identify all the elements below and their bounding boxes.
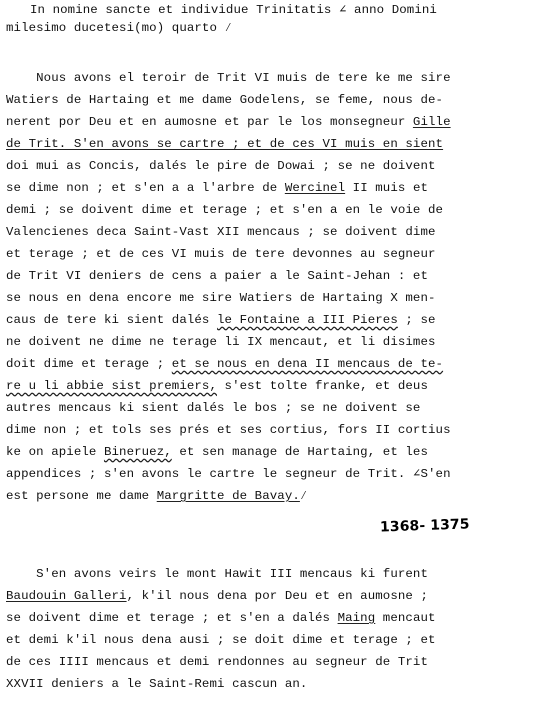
name-baudouin: Baudouin Galleri <box>6 589 127 603</box>
para2-line-5: de ces IIII mencaus et demi rendonnes au segneur de Trit <box>6 655 428 669</box>
para2-line-3 <box>6 610 436 626</box>
phrase-dena: et se nous en dena II mencaus de te- <box>171 357 444 371</box>
phrase-abbie: re u li abbie sist premiers, <box>6 379 217 393</box>
para1-line-4-text: de Trit. S'en avons se cartre ; et de ces VI muis en sient <box>6 137 444 151</box>
para1-line-13: ne doivent ne dime ne terage li IX mencaut, et li disimes <box>6 335 436 349</box>
place-wercinel: Wercinel <box>284 181 346 195</box>
end-mark: ⁄ <box>299 489 308 503</box>
para2-line-4: et demi k'il nous dena ausi ; se doit dime et terage ; et <box>6 633 436 647</box>
header-line-2: milesimo ducetesi(mo) quarto ⁄ <box>6 21 233 35</box>
header-line-1: In nomine sancte et individue Trinitatis ∠ anno Domini <box>30 3 437 17</box>
para1-line-19: appendices ; s'en avons le cartre le segneur de Trit. ∠S'en <box>6 467 451 481</box>
para1-line-12 <box>6 312 436 328</box>
para1-line-8: Valencienes deca Saint-Vast XII mencaus ; se doivent dime <box>6 225 436 239</box>
para1-line-3-text: nerent por Deu et en aumosne et par le los monsegneur <box>6 115 413 129</box>
para1-line-6-end: II muis et <box>345 181 429 195</box>
place-maing: Maing <box>337 611 376 625</box>
para1-line-14-text: doit dime et terage ; <box>6 357 172 371</box>
para1-line-15 <box>6 378 428 394</box>
name-margritte: Margritte de Bavay. <box>156 489 300 503</box>
para1-line-9: et terage ; et de ces VI muis de tere devonnes au segneur <box>6 247 436 261</box>
para2-line-6: XXVII deniers a le Saint-Remi cascun an. <box>6 677 308 691</box>
para1-line-18-end: et sen manage de Hartaing, et les <box>171 445 429 459</box>
para1-line-3 <box>6 114 451 130</box>
para2-line-2-text: , k'il nous dena por Deu et en aumosne ; <box>126 589 429 603</box>
handwritten-date-note: 1368- 1375 <box>379 516 470 536</box>
para1-line-16: autres mencaus ki sient dalés le bos ; se ne doivent se <box>6 401 421 415</box>
para2-line-3-text: se doivent dime et terage ; et s'en a dalés <box>6 611 338 625</box>
para1-line-2: Watiers de Hartaing et me dame Godelens, se feme, nous de- <box>6 93 444 107</box>
para1-line-20-text: est persone me dame <box>6 489 157 503</box>
para1-line-17: dime non ; et tols ses prés et ses cortius, fors II cortius <box>6 423 451 437</box>
para1-line-7: demi ; se doivent dime et terage ; et s'en a en le voie de <box>6 203 444 217</box>
place-fontaine: le Fontaine a III Pieres <box>217 313 398 327</box>
para1-line-5: doi mui as Concis, dalés le pire de Dowai ; se ne doivent <box>6 159 436 173</box>
para1-line-10: de Trit VI deniers de cens a paier a le Saint-Jehan : et <box>6 269 428 283</box>
para1-line-20 <box>6 488 307 504</box>
name-gille: Gille <box>412 115 451 129</box>
para1-line-15-end: s'est tolte franke, et deus <box>217 379 428 393</box>
para2-line-3-end: mencaut <box>375 611 436 625</box>
para1-line-14 <box>6 356 443 372</box>
para1-line-6 <box>6 180 428 196</box>
para1-line-12-text: caus de tere ki sient dalés <box>6 313 217 327</box>
para1-line-18-text: ke on apiele <box>6 445 104 459</box>
para1-line-18 <box>6 444 428 460</box>
place-bineruez: Bineruez, <box>103 445 172 459</box>
para1-line-6-text: se dime non ; et s'en a a l'arbre de <box>6 181 285 195</box>
para1-line-4 <box>6 136 443 152</box>
para2-line-1: S'en avons veirs le mont Hawit III mencaus ki furent <box>6 567 428 581</box>
para1-line-11: se nous en dena encore me sire Watiers de Hartaing X men- <box>6 291 436 305</box>
para2-line-2 <box>6 588 428 604</box>
para1-line-1: Nous avons el teroir de Trit VI muis de tere ke me sire <box>6 71 451 85</box>
para1-line-12-end: ; se <box>397 313 436 327</box>
